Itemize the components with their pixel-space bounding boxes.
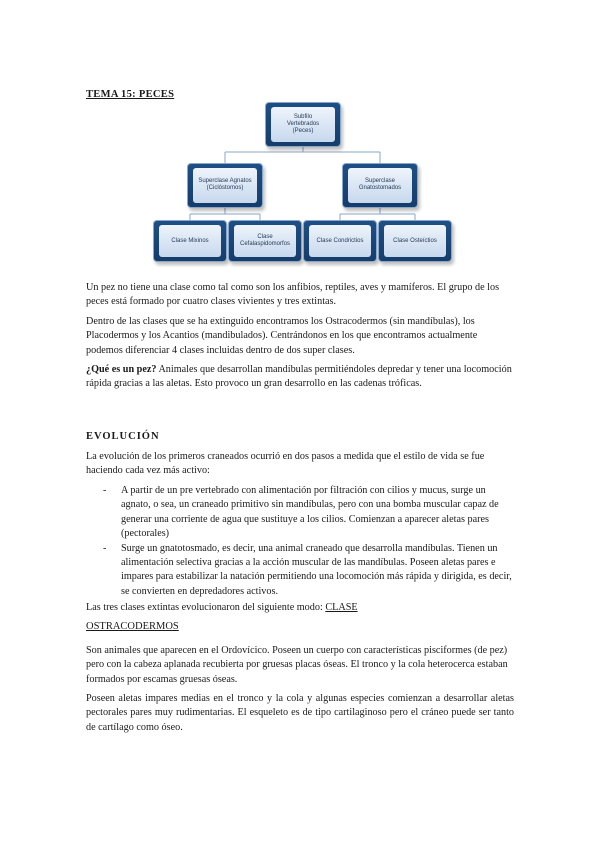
list-item <box>103 542 514 600</box>
bullet-marker: - <box>103 542 107 554</box>
list-item-text: A partir de un pre vertebrado con alimentación por filtración con cilios y mucus, surge un agnato, o sea, un craneado primitivo sin mandíbulas, pero con una bomba muscular capaz de generar una corriente de agua que sustituye a los cilios. Comienzan a aparecer aletas pares (pectorales) <box>121 485 499 540</box>
chart-node-label: Clase Condrictios <box>316 237 364 244</box>
chart-node-mixinos <box>153 220 227 262</box>
classification-chart <box>0 0 600 270</box>
extinct-classes-paragraph: Dentro de las clases que se ha extinguido encontramos los Ostracodermos (sin mandíbulas), los Placodermos y los Acantios (mandibulados). Centrándonos en los que encontramos actualmente podemos diferenciar 4 clases incluidas dentro de dos super clases. <box>86 316 478 356</box>
page-title: TEMA 15: PECES <box>86 89 175 100</box>
chart-node-subfilo <box>265 102 341 147</box>
chart-node-cefalaspidomorfos <box>228 220 302 262</box>
evolution-intro: La evolución de los primeros craneados ocurrió en dos pasos a medida que el estilo de vida se fue haciendo cada vez más activo: <box>86 451 485 477</box>
chart-node-label: Subfilo <box>293 113 313 120</box>
section-heading-ostracodermos: OSTRACODERMOS <box>86 621 179 632</box>
question-label: ¿Qué es un pez? <box>86 364 157 375</box>
what-is-fish-paragraph <box>86 363 514 392</box>
ostracodermos-paragraph-2: Poseen aletas impares medias en el tronco y la cola y algunas especies comienzan a desarrollar aletas pectorales pares muy rudimentarias. El esqueleto es de tipo cartilaginoso pero el cráneo puede ser tanto de cartílago como óseo. <box>86 693 514 733</box>
closing-paragraph <box>86 601 514 615</box>
chart-node-label: Superclase Agnatos <box>198 178 252 185</box>
bullet-marker: - <box>103 485 107 496</box>
chart-node-label: Superclase <box>364 178 396 185</box>
chart-node-label: Clase Osteíctios <box>393 237 437 244</box>
list-item-text: Surge un gnatotosmado, es decir, una animal craneado que desarrolla mandíbulas. Tienen un alimentación selectiva gracias a la acción muscular de las mandíbulas. Poseen aletas pares e impares para estabilizar la natación permitiendo una locomoción más rápida y dirigida, es decir, se convierten en depredadores activos. <box>121 542 512 597</box>
chart-node-label: Clase Cefalaspidomorfos <box>239 234 291 247</box>
intro-paragraph: Un pez no tiene una clase como tal como son los anfibios, reptiles, aves y mamíferos. El grupo de los peces está formado por cuatro clases vivientes y tres extintas. <box>86 282 500 308</box>
evolution-list <box>103 484 514 599</box>
closing-text: Las tres clases extintas evolucionaron del siguiente modo: <box>86 602 326 613</box>
section-heading-evolucion: EVOLUCIÓN <box>86 431 160 442</box>
chart-node-gnatostomados <box>342 163 418 208</box>
chart-node-label: (Peces) <box>292 127 314 134</box>
clase-link[interactable]: CLASE <box>325 602 358 613</box>
chart-node-condrictios <box>303 220 377 262</box>
ostracodermos-paragraph-1: Son animales que aparecen en el Ordovícico. Poseen un cuerpo con características pisciformes (de pez) pero con la cabeza aplanada recubierta por gruesas placas óseas. El tronco y la cola heterocerca estaban formados por escamas gruesas óseas. <box>86 645 508 685</box>
chart-node-osteictios <box>378 220 452 262</box>
chart-node-label: Gnatostomados <box>358 185 402 192</box>
chart-node-label: Vertebrados <box>286 120 320 127</box>
chart-node-label: (Ciclóstomos) <box>206 185 244 192</box>
chart-node-label: Clase Mixinos <box>171 237 209 244</box>
list-item <box>103 484 514 542</box>
chart-node-agnatos <box>187 163 263 208</box>
answer-text: Animales que desarrollan mandíbulas permitiéndoles depredar y tener una locomoción rápida gracias a las aletas. Esto provoco un gran desarrollo en las cadenas tróficas. <box>86 364 512 390</box>
